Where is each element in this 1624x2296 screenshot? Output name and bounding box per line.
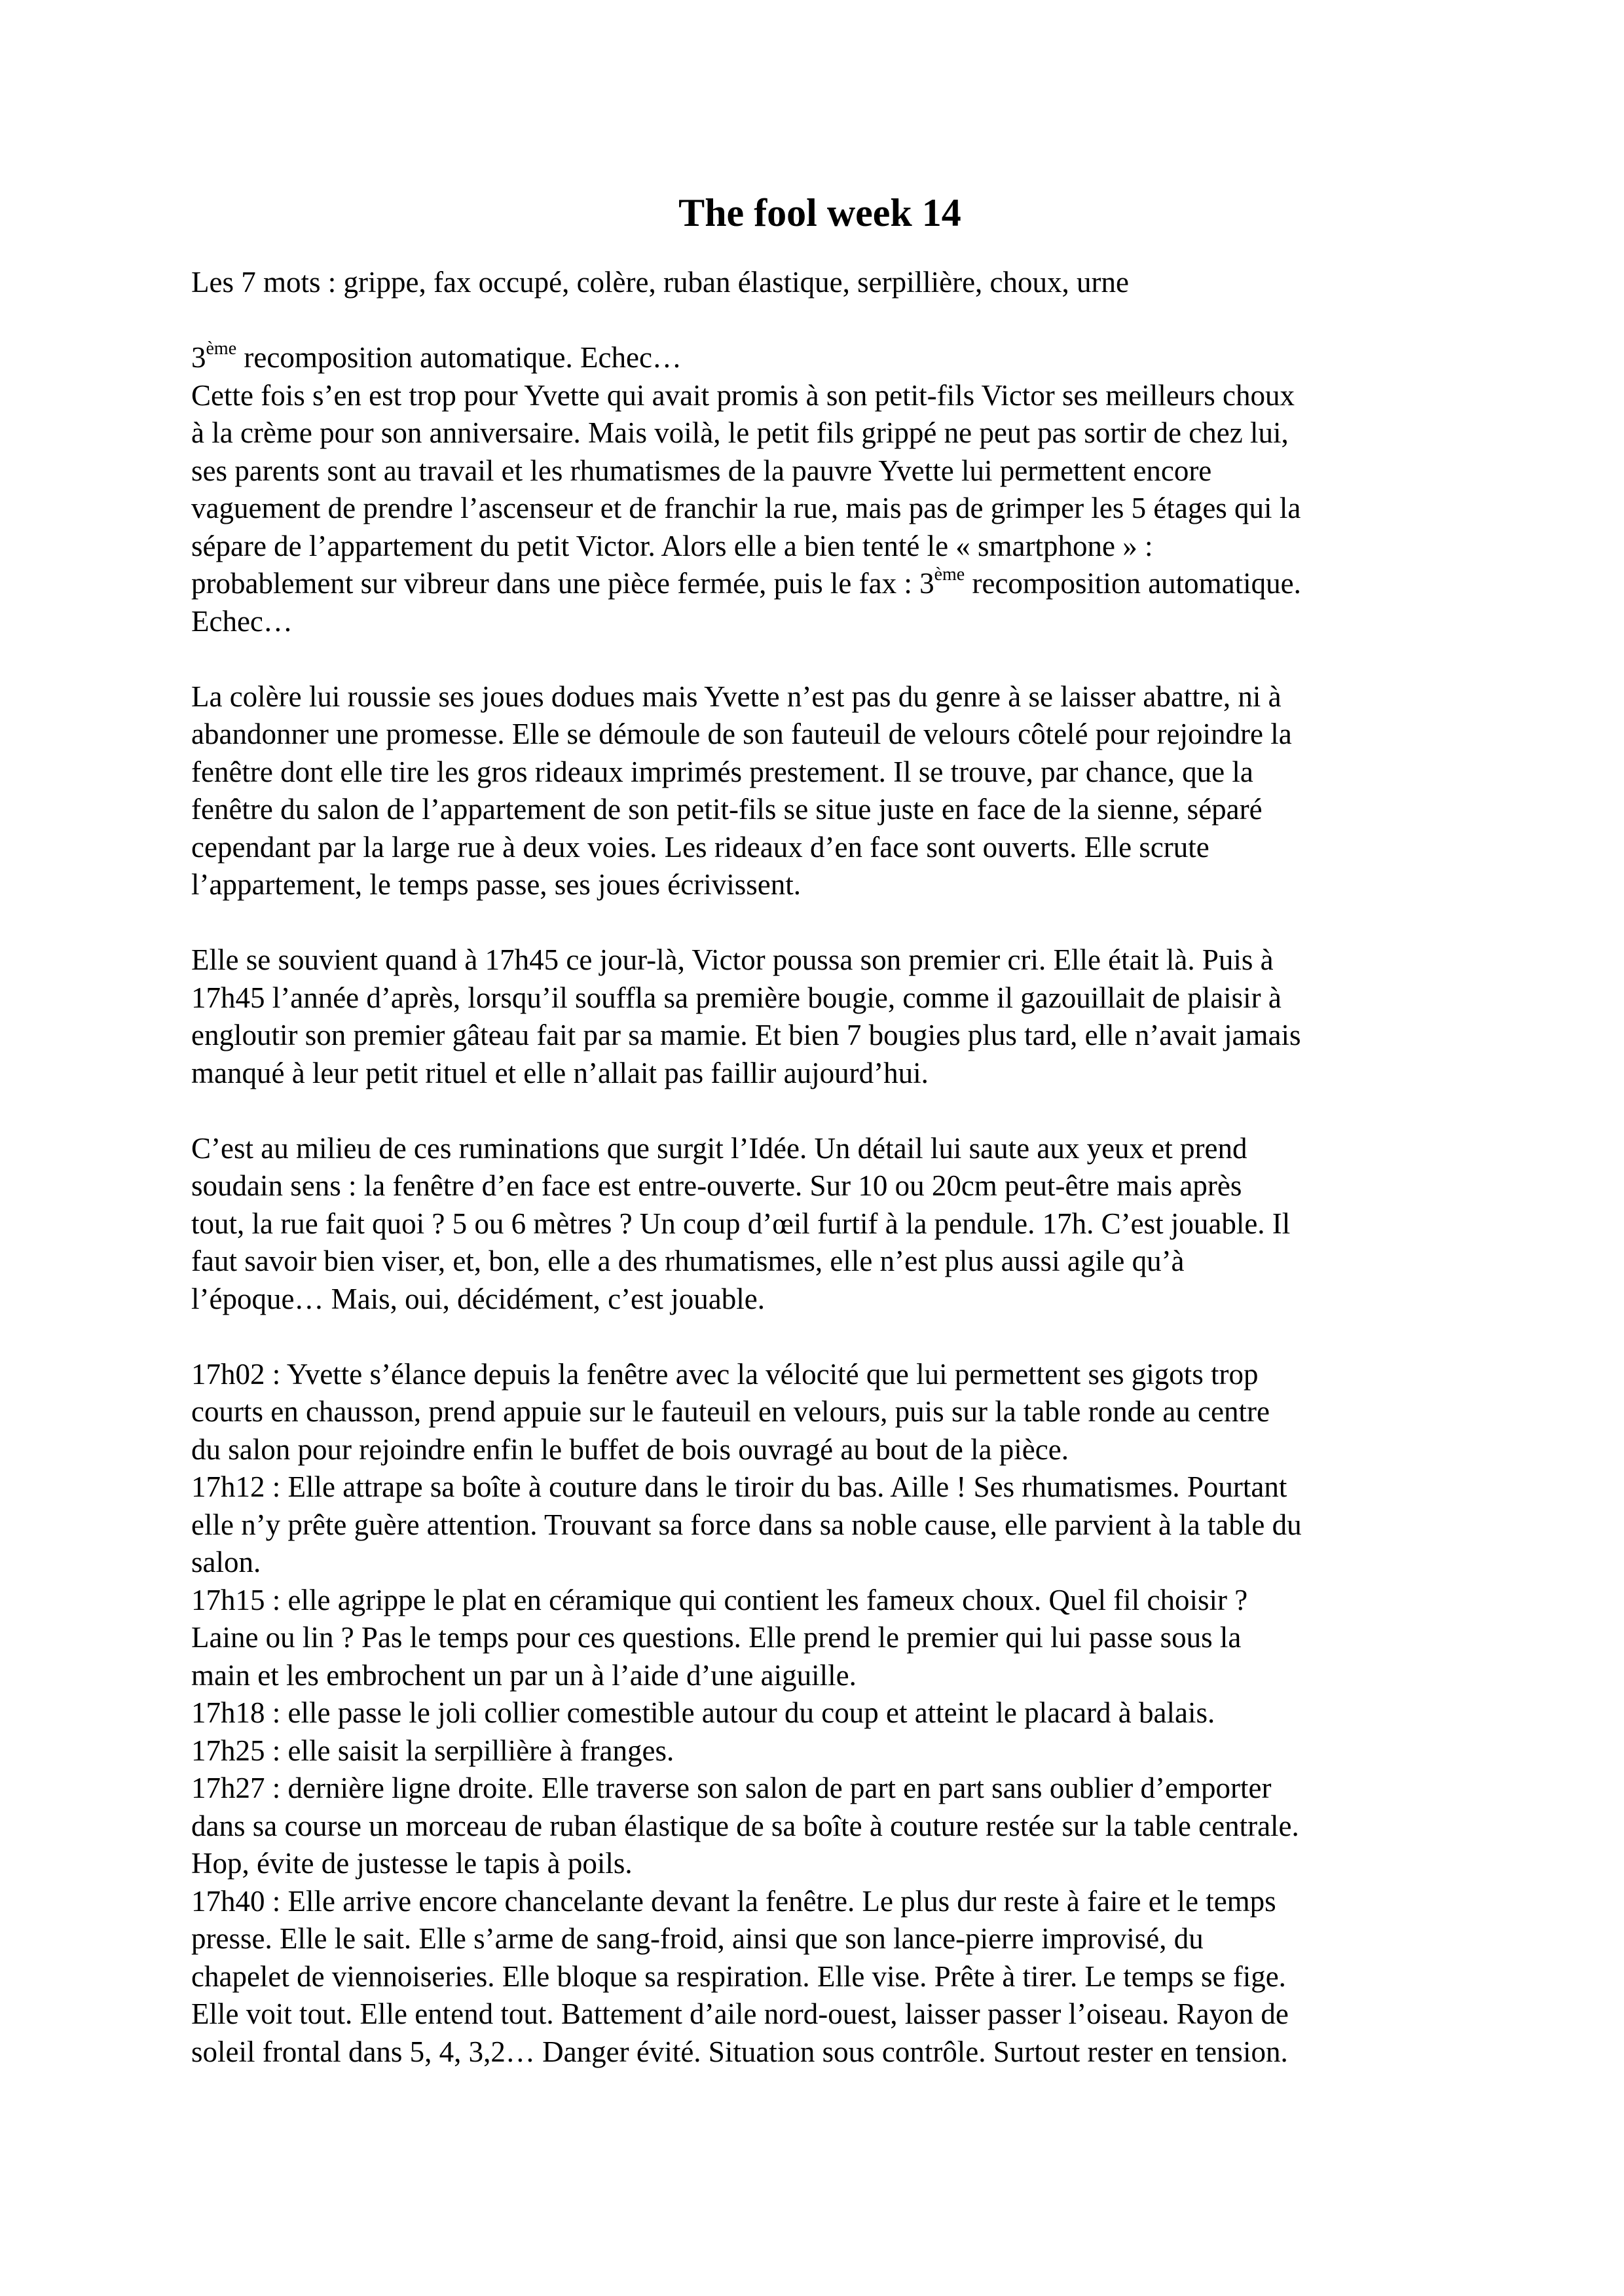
text-line: main et les embrochent un par un à l’aide d’une aiguille. [191,1658,857,1692]
text-line: Elle se souvient quand à 17h45 ce jour-là, Victor poussa son premier cri. Elle était là. Puis à [191,943,1274,976]
text-line: elle n’y prête guère attention. Trouvant sa force dans sa noble cause, elle parvient à la table du [191,1508,1302,1541]
text-line: du salon pour rejoindre enfin le buffet de bois ouvragé au bout de la pièce. [191,1432,1069,1466]
text-line: fenêtre dont elle tire les gros rideaux imprimés prestement. Il se trouve, par chance, que la [191,755,1253,788]
document-page [191,187,1449,2071]
text-line: courts en chausson, prend appuie sur le fauteuil en velours, puis sur la table ronde au centre [191,1395,1270,1428]
text-line: l’époque… Mais, oui, décidément, c’est jouable. [191,1282,765,1315]
superscript: ème [934,564,965,585]
text-line: l’appartement, le temps passe, ses joues écrivissent. [191,868,801,901]
text-line: 17h18 : elle passe le joli collier comestible autour du coup et atteint le placard à balais. [191,1696,1215,1729]
paragraph-timeline [191,1356,1449,2071]
text-line: ses parents sont au travail et les rhumatismes de la pauvre Yvette lui permettent encore [191,454,1212,487]
paragraph-3 [191,941,1449,1092]
text-line: fenêtre du salon de l’appartement de son petit-fils se situe juste en face de la sienne, séparé [191,793,1263,826]
text-line: salon. [191,1546,261,1578]
text-line: 17h27 : dernière ligne droite. Elle traverse son salon de part en part sans oublier d’emporter [191,1772,1272,1804]
text-line: abandonner une promesse. Elle se démoule de son fauteuil de velours côtelé pour rejoindre la [191,718,1292,750]
words-line: Les 7 mots : grippe, fax occupé, colère, ruban élastique, serpillière, choux, urne [191,266,1129,299]
text-line: 17h40 : Elle arrive encore chancelante devant la fenêtre. Le plus dur reste à faire et le temps [191,1884,1276,1918]
text-line: Hop, évite de justesse le tapis à poils. [191,1847,633,1880]
text-line: Cette fois s’en est trop pour Yvette qui avait promis à son petit-fils Victor ses meilleurs choux [191,378,1295,412]
text-line: 3ème recomposition automatique. Echec… [191,338,682,374]
text-line: 17h02 : Yvette s’élance depuis la fenêtre avec la vélocité que lui permettent ses gigots trop [191,1357,1259,1391]
text-line: 17h15 : elle agrippe le plat en céramique qui contient les fameux choux. Quel fil choisir ? [191,1583,1248,1616]
paragraph-4 [191,1130,1449,1319]
text-line: C’est au milieu de ces ruminations que surgit l’Idée. Un détail lui saute aux yeux et prend [191,1131,1247,1165]
paragraph-2 [191,678,1449,904]
text-line: faut savoir bien viser, et, bon, elle a des rhumatismes, elle n’est plus aussi agile qu’à [191,1245,1185,1277]
text-line: soleil frontal dans 5, 4, 3,2… Danger évité. Situation sous contrôle. Surtout rester en tension. [191,2035,1288,2068]
text-line: soudain sens : la fenêtre d’en face est entre-ouverte. Sur 10 ou 20cm peut-être mais après [191,1169,1242,1202]
text-line: 17h25 : elle saisit la serpillière à franges. [191,1734,674,1767]
text-line: manqué à leur petit rituel et elle n’allait pas faillir aujourd’hui. [191,1056,929,1089]
text-line: dans sa course un morceau de ruban élastique de sa boîte à couture restée sur la table centrale. [191,1809,1299,1842]
paragraph-intro [191,339,1449,640]
text-line: sépare de l’appartement du petit Victor. Alors elle a bien tenté le « smartphone » : [191,529,1153,562]
text-line: tout, la rue fait quoi ? 5 ou 6 mètres ? Un coup d’œil furtif à la pendule. 17h. C’est jouable. Il [191,1207,1291,1240]
text-line: 17h12 : Elle attrape sa boîte à couture dans le tiroir du bas. Aille ! Ses rhumatismes. Pourtant [191,1470,1287,1503]
text-line: probablement sur vibreur dans une pièce fermée, puis le fax : 3ème recomposition automatique. [191,564,1301,600]
text-line: presse. Elle le sait. Elle s’arme de sang-froid, ainsi que son lance-pierre improvisé, du [191,1922,1204,1955]
text-line: chapelet de viennoiseries. Elle bloque sa respiration. Elle vise. Prête à tirer. Le temps se fige. [191,1959,1286,1993]
text-line: cependant par la large rue à deux voies. Les rideaux d’en face sont ouverts. Elle scrute [191,830,1209,864]
text-line: à la crème pour son anniversaire. Mais voilà, le petit fils grippé ne peut pas sortir de chez lui, [191,416,1289,449]
text-line: engloutir son premier gâteau fait par sa mamie. Et bien 7 bougies plus tard, elle n’avait jamais [191,1019,1301,1051]
superscript: ème [206,338,237,359]
text-line: vaguement de prendre l’ascenseur et de franchir la rue, mais pas de grimper les 5 étages qui la [191,492,1301,524]
text-line: Elle voit tout. Elle entend tout. Battement d’aile nord-ouest, laisser passer l’oiseau. Rayon de [191,1997,1289,2030]
document-title: The fool week 14 [678,191,961,234]
text-line: La colère lui roussie ses joues dodues mais Yvette n’est pas du genre à se laisser abattre, ni à [191,680,1282,713]
text-line: Echec… [191,604,293,638]
text-line: Laine ou lin ? Pas le temps pour ces questions. Elle prend le premier qui lui passe sous la [191,1621,1242,1654]
text-line: 17h45 l’année d’après, lorsqu’il souffla sa première bougie, comme il gazouillait de plaisir à [191,981,1282,1014]
